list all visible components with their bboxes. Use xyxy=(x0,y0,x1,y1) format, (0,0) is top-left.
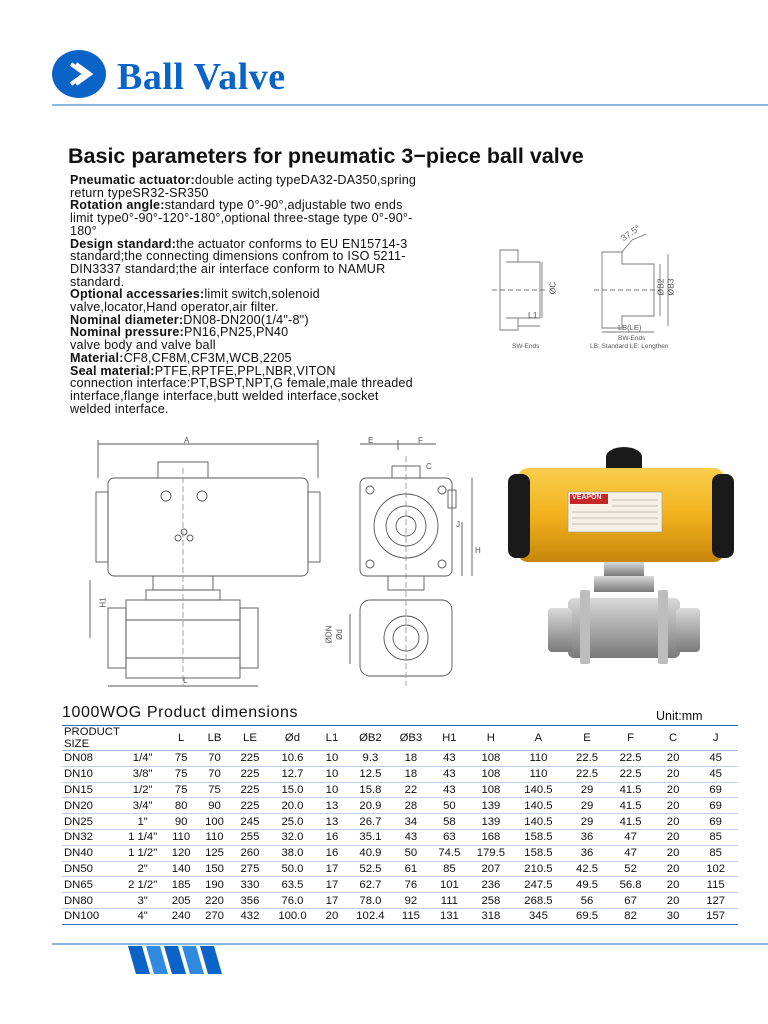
table-row xyxy=(62,893,738,909)
table-cell: 10 xyxy=(317,766,347,782)
table-cell: 10 xyxy=(317,751,347,767)
table-cell: 62.7 xyxy=(347,877,394,893)
table-cell: 16 xyxy=(317,845,347,861)
param-value: connection interface:PT,BSPT,NPT,G female,male threaded xyxy=(70,376,413,391)
table-cell: 85 xyxy=(428,861,471,877)
table-row xyxy=(62,829,738,845)
table-cell: 225 xyxy=(232,751,268,767)
table-header-cell: H1 xyxy=(428,726,471,751)
parameters-list xyxy=(70,174,488,415)
table-header-cell: E xyxy=(566,726,609,751)
table-cell: 78.0 xyxy=(347,893,394,909)
table-row xyxy=(62,782,738,798)
table-cell: 41.5 xyxy=(608,782,653,798)
table-cell: DN50 xyxy=(62,861,120,877)
table-cell: 90 xyxy=(197,798,231,814)
table-cell: 190 xyxy=(197,877,231,893)
param-value: 180° xyxy=(70,223,97,238)
table-cell: 1 1/2" xyxy=(120,845,165,861)
table-cell: 82 xyxy=(608,908,653,924)
table-cell: 220 xyxy=(197,893,231,909)
table-cell: 36 xyxy=(566,829,609,845)
dim-lb-label: LB(LE) xyxy=(618,323,642,332)
table-cell: 185 xyxy=(165,877,197,893)
dim-f-label: F xyxy=(418,436,423,445)
table-cell: 318 xyxy=(471,908,511,924)
table-cell: 25.0 xyxy=(268,814,317,830)
table-cell: 247.5 xyxy=(511,877,566,893)
table-cell: 41.5 xyxy=(608,814,653,830)
dim-b3-label: ØB3 xyxy=(665,278,676,296)
table-header-cell: ØB2 xyxy=(347,726,394,751)
param-value: limit type0°-90°-120°-180°,optional three-stage type 0°-90°- xyxy=(70,211,413,226)
table-cell: 76 xyxy=(394,877,428,893)
dim-j-label: J xyxy=(456,520,460,529)
table-cell: 42.5 xyxy=(566,861,609,877)
param-label: Rotation angle: xyxy=(70,198,165,213)
table-cell: 22.5 xyxy=(608,766,653,782)
table-cell: 3/4" xyxy=(120,798,165,814)
param-value: interface,flange interface,butt welded interface,socket xyxy=(70,388,379,403)
table-cell: 2" xyxy=(120,861,165,877)
table-cell: 108 xyxy=(471,782,511,798)
dimensions-table xyxy=(62,725,738,925)
table-cell: 20 xyxy=(653,766,693,782)
table-cell: 69 xyxy=(693,814,738,830)
table-cell: 75 xyxy=(165,782,197,798)
table-cell: 150 xyxy=(197,861,231,877)
table-cell: 10.6 xyxy=(268,751,317,767)
table-cell: 29 xyxy=(566,798,609,814)
table-cell: 75 xyxy=(165,766,197,782)
table-cell: 17 xyxy=(317,877,347,893)
table-cell: 47 xyxy=(608,845,653,861)
table-cell: 92 xyxy=(394,893,428,909)
table-cell: 20 xyxy=(317,908,347,924)
dim-a-label: A xyxy=(184,436,190,445)
table-cell: 17 xyxy=(317,861,347,877)
table-cell: 210.5 xyxy=(511,861,566,877)
table-cell: 225 xyxy=(232,782,268,798)
table-cell: 9.3 xyxy=(347,751,394,767)
table-cell: 32.0 xyxy=(268,829,317,845)
table-cell: 270 xyxy=(197,908,231,924)
table-cell: 110 xyxy=(511,751,566,767)
param-label: Nominal diameter: xyxy=(70,312,184,327)
param-label: Pneumatic actuator: xyxy=(70,173,195,187)
table-cell: DN100 xyxy=(62,908,120,924)
dim-dn-label: ØDN xyxy=(324,625,334,644)
table-cell: 255 xyxy=(232,829,268,845)
table-header-cell: Ød xyxy=(268,726,317,751)
dim-b2-label: ØB2 xyxy=(655,278,666,296)
table-header-cell: A xyxy=(511,726,566,751)
table-cell: DN15 xyxy=(62,782,120,798)
table-cell: 12.5 xyxy=(347,766,394,782)
table-caption: 1000WOG Product dimensions xyxy=(62,704,299,721)
table-cell: 101 xyxy=(428,877,471,893)
table-cell: 15.0 xyxy=(268,782,317,798)
table-cell: 56 xyxy=(566,893,609,909)
table-cell: 20.0 xyxy=(268,798,317,814)
table-cell: 111 xyxy=(428,893,471,909)
table-cell: 43 xyxy=(428,766,471,782)
table-cell: 1/2" xyxy=(120,782,165,798)
table-cell: 70 xyxy=(197,766,231,782)
table-cell: 34 xyxy=(394,814,428,830)
table-cell: 20 xyxy=(653,877,693,893)
table-cell: 90 xyxy=(165,814,197,830)
table-cell: 18 xyxy=(394,751,428,767)
table-cell: 45 xyxy=(693,751,738,767)
table-cell: 67 xyxy=(608,893,653,909)
table-header-cell: L xyxy=(165,726,197,751)
table-cell: 74.5 xyxy=(428,845,471,861)
param-value: CF8,CF8M,CF3M,WCB,2205 xyxy=(123,350,292,365)
param-row-continued xyxy=(70,212,488,225)
table-cell: 22.5 xyxy=(608,751,653,767)
table-cell: 56.8 xyxy=(608,877,653,893)
dim-e-label: E xyxy=(368,436,374,445)
table-cell: 102.4 xyxy=(347,908,394,924)
table-row xyxy=(62,798,738,814)
table-cell: 63 xyxy=(428,829,471,845)
table-header-cell: LB xyxy=(197,726,231,751)
table-cell: DN32 xyxy=(62,829,120,845)
table-cell: 35.1 xyxy=(347,829,394,845)
page-title: Ball Valve xyxy=(117,56,286,98)
param-label: Material: xyxy=(70,350,124,365)
table-header-cell: H xyxy=(471,726,511,751)
table-cell: 140.5 xyxy=(511,798,566,814)
table-cell: 47 xyxy=(608,829,653,845)
table-cell: 26.7 xyxy=(347,814,394,830)
table-cell: 245 xyxy=(232,814,268,830)
table-cell: 225 xyxy=(232,798,268,814)
table-cell: 100.0 xyxy=(268,908,317,924)
param-value: standard type 0°-90°,adjustable two ends xyxy=(164,198,403,213)
table-cell: 16 xyxy=(317,829,347,845)
product-photo xyxy=(508,440,740,690)
table-cell: 20.9 xyxy=(347,798,394,814)
table-cell: 17 xyxy=(317,893,347,909)
table-cell: 20 xyxy=(653,845,693,861)
table-cell: 20 xyxy=(653,751,693,767)
table-cell: 20 xyxy=(653,782,693,798)
table-header-cell: L1 xyxy=(317,726,347,751)
table-cell: 139 xyxy=(471,798,511,814)
table-cell: 49.5 xyxy=(566,877,609,893)
table-cell: 13 xyxy=(317,814,347,830)
table-cell: 69 xyxy=(693,782,738,798)
table-cell: 22.5 xyxy=(566,751,609,767)
table-cell: 120 xyxy=(165,845,197,861)
param-row-continued xyxy=(70,263,488,276)
table-cell: 22 xyxy=(394,782,428,798)
table-cell: DN80 xyxy=(62,893,120,909)
dim-d-label: Ød xyxy=(334,629,344,640)
table-cell: 50.0 xyxy=(268,861,317,877)
table-cell: 36 xyxy=(566,845,609,861)
bw-ends-subcaption: LB: Standard LE: Lengthen xyxy=(590,343,669,350)
table-cell: DN25 xyxy=(62,814,120,830)
company-logo-icon xyxy=(128,944,230,976)
table-cell: 63.5 xyxy=(268,877,317,893)
dim-h-label: H xyxy=(475,546,481,555)
table-row xyxy=(62,814,738,830)
table-cell: 115 xyxy=(693,877,738,893)
table-cell: 4" xyxy=(120,908,165,924)
param-value: the actuator conforms to EU EN15714-3 xyxy=(176,236,408,251)
table-cell: 131 xyxy=(428,908,471,924)
table-cell: 29 xyxy=(566,814,609,830)
table-header-cell xyxy=(120,726,165,751)
param-value: DIN3337 standard;the air interface conform to NAMUR xyxy=(70,261,386,276)
param-value: standard. xyxy=(70,274,125,289)
table-cell: 43 xyxy=(428,782,471,798)
table-cell: DN10 xyxy=(62,766,120,782)
table-cell: 3" xyxy=(120,893,165,909)
table-cell: 28 xyxy=(394,798,428,814)
table-cell: 1/4" xyxy=(120,751,165,767)
table-cell: 69.5 xyxy=(566,908,609,924)
table-cell: 41.5 xyxy=(608,798,653,814)
angle-label: 37.5° xyxy=(619,222,643,244)
table-cell: 240 xyxy=(165,908,197,924)
table-cell: 140 xyxy=(165,861,197,877)
table-cell: 125 xyxy=(197,845,231,861)
table-cell: 110 xyxy=(197,829,231,845)
table-cell: 15.8 xyxy=(347,782,394,798)
table-header-cell: F xyxy=(608,726,653,751)
table-cell: 20 xyxy=(653,814,693,830)
table-header-cell: LE xyxy=(232,726,268,751)
table-cell: 275 xyxy=(232,861,268,877)
table-cell: 158.5 xyxy=(511,845,566,861)
front-view-drawing xyxy=(68,438,328,696)
brand-label: VEAPON xyxy=(572,494,602,501)
table-cell: 102 xyxy=(693,861,738,877)
table-header-cell: C xyxy=(653,726,693,751)
table-cell: 140.5 xyxy=(511,782,566,798)
table-cell: 115 xyxy=(394,908,428,924)
table-cell: 20 xyxy=(653,893,693,909)
dim-c-side-label: C xyxy=(426,462,432,471)
section-title: Basic parameters for pneumatic 3−piece ball valve xyxy=(68,144,584,168)
table-cell: 140.5 xyxy=(511,814,566,830)
header-divider xyxy=(52,104,768,106)
table-cell: 20 xyxy=(653,861,693,877)
table-cell: 52.5 xyxy=(347,861,394,877)
table-cell: 139 xyxy=(471,814,511,830)
table-cell: 1 1/4" xyxy=(120,829,165,845)
param-value: PN16,PN25,PN40 xyxy=(183,325,289,340)
table-cell: 52 xyxy=(608,861,653,877)
table-cell: 76.0 xyxy=(268,893,317,909)
param-value: valve,locator,Hand operator,air filter. xyxy=(70,300,279,315)
table-cell: 75 xyxy=(165,751,197,767)
table-cell: DN08 xyxy=(62,751,120,767)
table-cell: 258 xyxy=(471,893,511,909)
param-label: Seal material: xyxy=(70,363,155,378)
table-cell: 3/8" xyxy=(120,766,165,782)
table-cell: 22.5 xyxy=(566,766,609,782)
table-cell: 20 xyxy=(653,798,693,814)
table-cell: 205 xyxy=(165,893,197,909)
table-cell: 268.5 xyxy=(511,893,566,909)
param-label: Optional accessaries: xyxy=(70,287,205,302)
dim-l-label: L xyxy=(183,676,188,685)
table-cell: 43 xyxy=(428,751,471,767)
table-row xyxy=(62,751,738,767)
table-cell: 80 xyxy=(165,798,197,814)
table-cell: 207 xyxy=(471,861,511,877)
table-cell: 29 xyxy=(566,782,609,798)
table-cell: 157 xyxy=(693,908,738,924)
param-label: Nominal pressure: xyxy=(70,325,184,340)
table-cell: 345 xyxy=(511,908,566,924)
table-row xyxy=(62,861,738,877)
table-cell: 69 xyxy=(693,798,738,814)
table-cell: 356 xyxy=(232,893,268,909)
table-row xyxy=(62,845,738,861)
table-header-cell: J xyxy=(693,726,738,751)
table-cell: 100 xyxy=(197,814,231,830)
table-cell: 20 xyxy=(653,829,693,845)
bw-ends-caption: BW-Ends xyxy=(618,335,646,342)
table-cell: 1" xyxy=(120,814,165,830)
table-cell: 58 xyxy=(428,814,471,830)
table-header-row xyxy=(62,726,738,751)
param-value: limit switch,solenoid xyxy=(204,287,320,302)
table-cell: DN40 xyxy=(62,845,120,861)
table-cell: 50 xyxy=(428,798,471,814)
side-view-drawing xyxy=(340,438,490,696)
table-cell: 330 xyxy=(232,877,268,893)
table-cell: 50 xyxy=(394,845,428,861)
param-row-continued xyxy=(70,403,488,416)
table-cell: 45 xyxy=(693,766,738,782)
param-value: double acting typeDA32-DA350,spring xyxy=(194,173,417,187)
table-cell: 260 xyxy=(232,845,268,861)
table-cell: 108 xyxy=(471,766,511,782)
table-header-cell: ØB3 xyxy=(394,726,428,751)
param-value: valve body and valve ball xyxy=(70,338,216,353)
table-cell: 70 xyxy=(197,751,231,767)
table-cell: 168 xyxy=(471,829,511,845)
table-cell: 85 xyxy=(693,845,738,861)
param-value: PTFE,RPTFE,PPL,NBR,VITON xyxy=(154,363,336,378)
table-cell: DN20 xyxy=(62,798,120,814)
table-cell: 108 xyxy=(471,751,511,767)
dim-c-label: ØC xyxy=(547,281,558,295)
table-cell: DN65 xyxy=(62,877,120,893)
table-cell: 179.5 xyxy=(471,845,511,861)
param-value: welded interface. xyxy=(70,401,169,416)
table-row xyxy=(62,908,738,924)
table-cell: 225 xyxy=(232,766,268,782)
table-cell: 110 xyxy=(165,829,197,845)
table-cell: 127 xyxy=(693,893,738,909)
table-cell: 2 1/2" xyxy=(120,877,165,893)
param-value: return typeSR32-SR350 xyxy=(70,185,209,200)
table-cell: 12.7 xyxy=(268,766,317,782)
sw-ends-caption: SW-Ends xyxy=(512,343,540,350)
param-value: standard;the connecting dimensions confrom to ISO 5211- xyxy=(70,249,406,264)
param-value: DN08-DN200(1/4"-8") xyxy=(183,312,309,327)
table-cell: 75 xyxy=(197,782,231,798)
table-cell: 85 xyxy=(693,829,738,845)
table-row xyxy=(62,766,738,782)
table-cell: 158.5 xyxy=(511,829,566,845)
table-cell: 30 xyxy=(653,908,693,924)
table-cell: 61 xyxy=(394,861,428,877)
table-cell: 110 xyxy=(511,766,566,782)
table-cell: 432 xyxy=(232,908,268,924)
table-cell: 236 xyxy=(471,877,511,893)
table-row xyxy=(62,877,738,893)
table-cell: 40.9 xyxy=(347,845,394,861)
table-header-cell: PRODUCT SIZE xyxy=(64,726,120,750)
unit-label: Unit:mm xyxy=(656,709,703,723)
table-cell: 38.0 xyxy=(268,845,317,861)
table-cell: 43 xyxy=(394,829,428,845)
end-connection-drawing xyxy=(484,222,684,356)
dim-h1-label: H1 xyxy=(98,597,108,608)
table-cell: 18 xyxy=(394,766,428,782)
table-cell: 13 xyxy=(317,798,347,814)
chevron-right-circle-icon xyxy=(52,50,106,98)
dim-l1-label: L1 xyxy=(528,310,538,320)
table-cell: 10 xyxy=(317,782,347,798)
param-label: Design standard: xyxy=(70,236,177,251)
